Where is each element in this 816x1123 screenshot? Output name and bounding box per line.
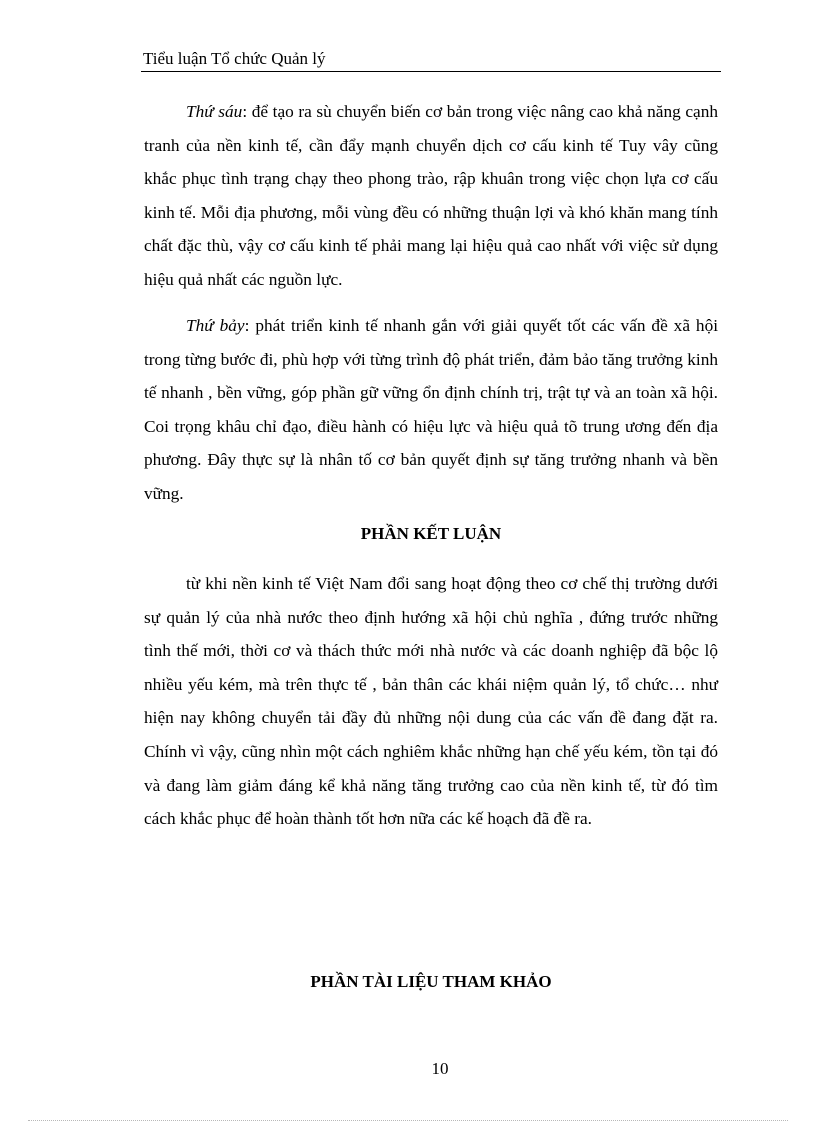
paragraph-thu-bay	[144, 309, 718, 511]
running-header: Tiểu luận Tổ chức Quản lý	[143, 49, 326, 68]
paragraph-label-thu-sau: Thứ sáu	[186, 102, 243, 121]
page-number: 10	[431, 1059, 449, 1078]
paragraph-body-conclusion: từ khi nền kinh tế Việt Nam đổi sang hoạt động theo cơ chế thị trường dưới sự quản lý của nhà nước theo định hướng xã hội chủ nghĩa , đứng trước những tình thế mới, thời cơ và thách thức mới nhà nước và các doanh nghiệp đã bộc lộ nhiều yếu kém, mà trên thực tế , bản thân các khái niệm quản lý, tổ chức… như hiện nay không chuyển tải đầy đủ những nội dung của các vấn đề đang đặt ra. Chính vì vậy, cũng nhìn một cách nghiêm khắc những hạn chế yếu kém, tồn tại đó và đang làm giảm đáng kể khả năng tăng trưởng cao của nền kinh tế, từ đó tìm cách khắc phục để hoàn thành tốt hơn nữa các kế hoạch đã đề ra.	[144, 574, 718, 829]
paragraph-body-thu-bay: : phát triển kinh tế nhanh gắn với giải quyết tốt các vấn đề xã hội trong từng bước đi, phù hợp với từng trình độ phát triển, đảm bảo tăng trưởng kinh tế nhanh , bền vững, góp phần gữ vững ổn định chính trị, trật tự và an toàn xã hội. Coi trọng khâu chỉ đạo, điều hành có hiệu lực và hiệu quả tõ trung ương đến địa phương. Đây thực sự là nhân tố cơ bản quyết định sự tăng trưởng nhanh và bền vững.	[144, 316, 719, 503]
paragraph-label-thu-bay: Thứ bảy	[186, 316, 245, 335]
page-bottom-border	[28, 1120, 788, 1121]
paragraph-thu-sau	[144, 95, 718, 297]
paragraph-conclusion	[144, 567, 718, 836]
conclusion-heading: PHẦN KẾT LUẬN	[360, 524, 502, 543]
references-heading: PHẦN TÀI LIỆU THAM KHẢO	[310, 972, 552, 991]
header-rule	[141, 71, 721, 72]
paragraph-body-thu-sau: : để tạo ra sù chuyển biến cơ bản trong việc nâng cao khả năng cạnh tranh của nền kinh tế, cần đẩy mạnh chuyển dịch cơ cấu kinh tế Tuy vây cũng khắc phục tình trạng chạy theo phong trào, rập khuân trong việc chọn lựa cơ cấu kinh tế. Mỗi địa phương, mỗi vùng đều có những thuận lợi và khó khăn mang tính chất đặc thù, vậy cơ cấu kinh tế phải mang lại hiệu quả cao nhất với việc sử dụng hiệu quả nhất các nguồn lực.	[144, 102, 718, 289]
